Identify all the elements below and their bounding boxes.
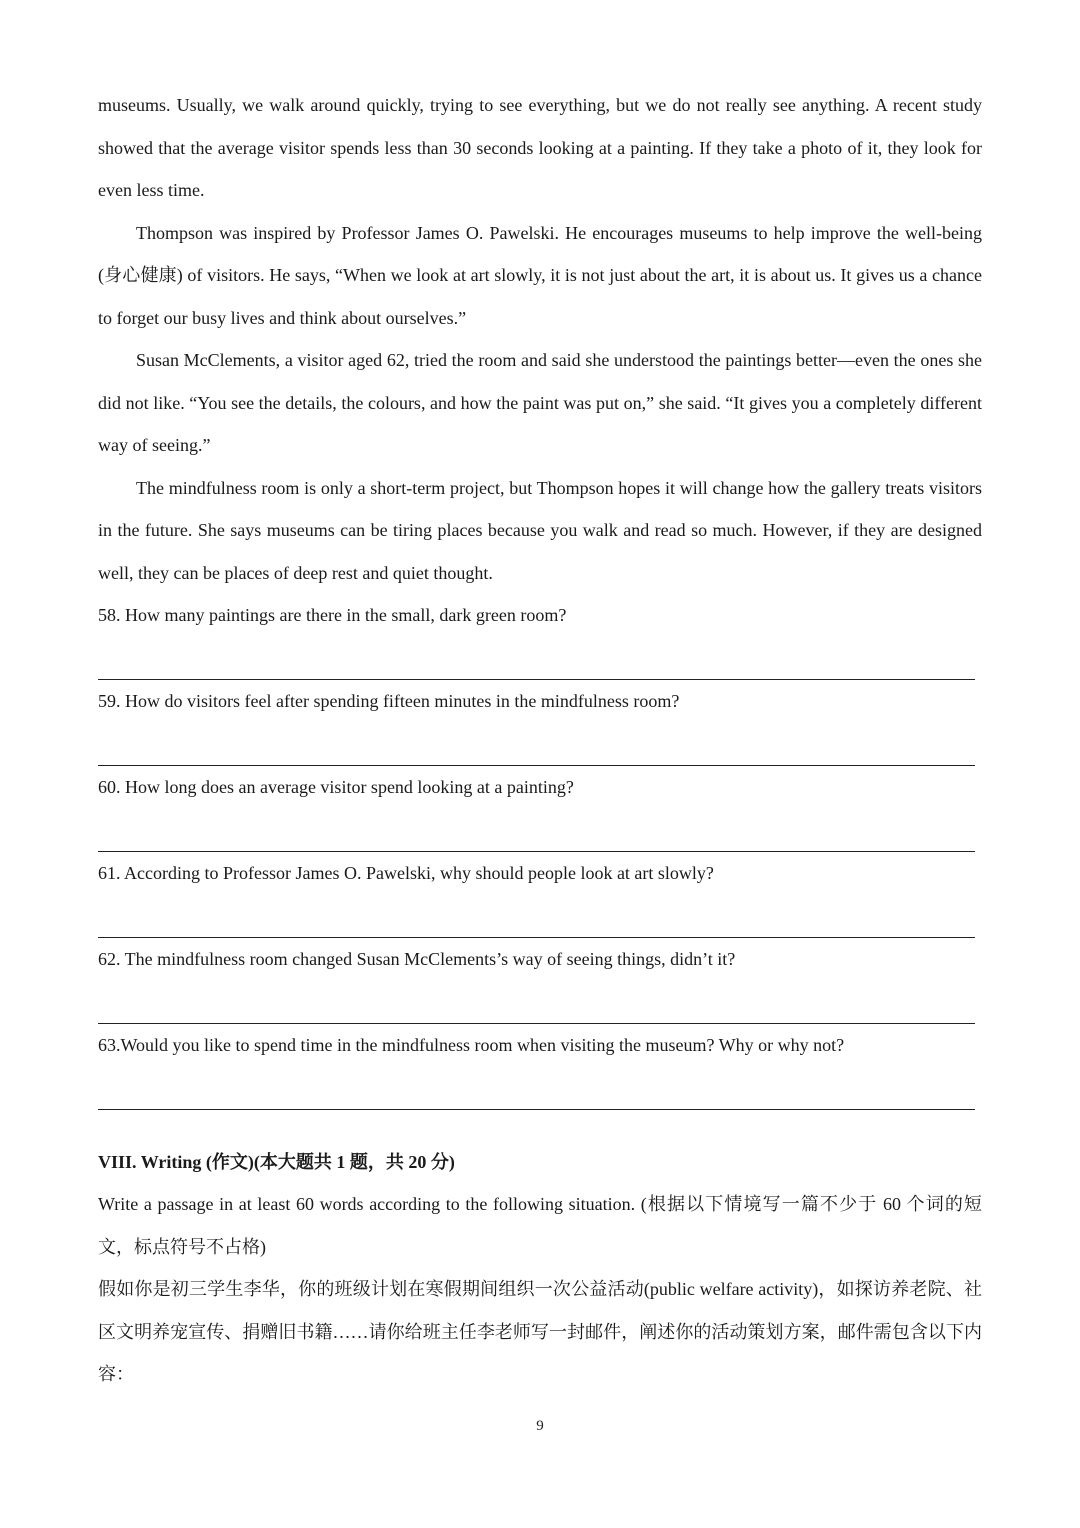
question-text: 61. According to Professor James O. Pawelski, why should people look at art slowly? <box>98 863 714 883</box>
page-number: 9 <box>536 1418 544 1434</box>
question-text: 60. How long does an average visitor spend looking at a painting? <box>98 777 574 797</box>
answer-line[interactable] <box>98 894 975 938</box>
question-58 <box>98 594 982 680</box>
writing-prompt: 假如你是初三学生李华，你的班级计划在寒假期间组织一次公益活动(public welfare activity)，如探访养老院、社区文明养宠宣传、捐赠旧书籍……请你给班主任李老师写一封邮件，阐述你的活动策划方案，邮件需包含以下内容： <box>98 1279 982 1384</box>
question-62 <box>98 938 982 1024</box>
question-text: 59. How do visitors feel after spending fifteen minutes in the mindfulness room? <box>98 691 680 711</box>
exam-page <box>98 84 982 1396</box>
section-spacer <box>98 1110 982 1141</box>
passage-paragraph-1: museums. Usually, we walk around quickly, trying to see everything, but we do not really see anything. A recent study showed that the average visitor spends less than 30 seconds looking at a painting. If they take a photo of it, they look for even less time. <box>98 95 982 200</box>
answer-line[interactable] <box>98 808 975 852</box>
question-59 <box>98 680 982 766</box>
passage-paragraph-2: Thompson was inspired by Professor James O. Pawelski. He encourages museums to help improve the well-being (身心健康) of visitors. He says, “When we look at art slowly, it is not just about the art, it is about us. It gives us a chance to forget our busy lives and think about ourselves.” <box>98 222 982 328</box>
answer-line[interactable] <box>98 1066 975 1110</box>
question-text: 63.Would you like to spend time in the mindfulness room when visiting the museum? Why or why not? <box>98 1035 845 1055</box>
question-text: 62. The mindfulness room changed Susan McClements’s way of seeing things, didn’t it? <box>98 949 736 969</box>
question-61 <box>98 852 982 938</box>
answer-line[interactable] <box>98 636 975 680</box>
passage-paragraph-4: The mindfulness room is only a short-term project, but Thompson hopes it will change how the gallery treats visitors in the future. She says museums can be tiring places because you walk and read so much. However, if they are designed well, they can be places of deep rest and quiet thought. <box>98 477 982 583</box>
passage-paragraph-3: Susan McClements, a visitor aged 62, tried the room and said she understood the paintings better—even the ones she did not like. “You see the details, the colours, and how the paint was put on,” she said. “It gives you a completely different way of seeing.” <box>98 350 982 455</box>
question-63 <box>98 1024 982 1110</box>
writing-instruction: Write a passage in at least 60 words according to the following situation. (根据以下情境写一篇不少于 60 个词的短文，标点符号不占格) <box>98 1194 982 1257</box>
answer-line[interactable] <box>98 980 975 1024</box>
question-60 <box>98 766 982 852</box>
answer-line[interactable] <box>98 722 975 766</box>
writing-section-title: VIII. Writing (作文)(本大题共 1 题，共 20 分) <box>98 1152 455 1172</box>
question-text: 58. How many paintings are there in the small, dark green room? <box>98 605 567 625</box>
